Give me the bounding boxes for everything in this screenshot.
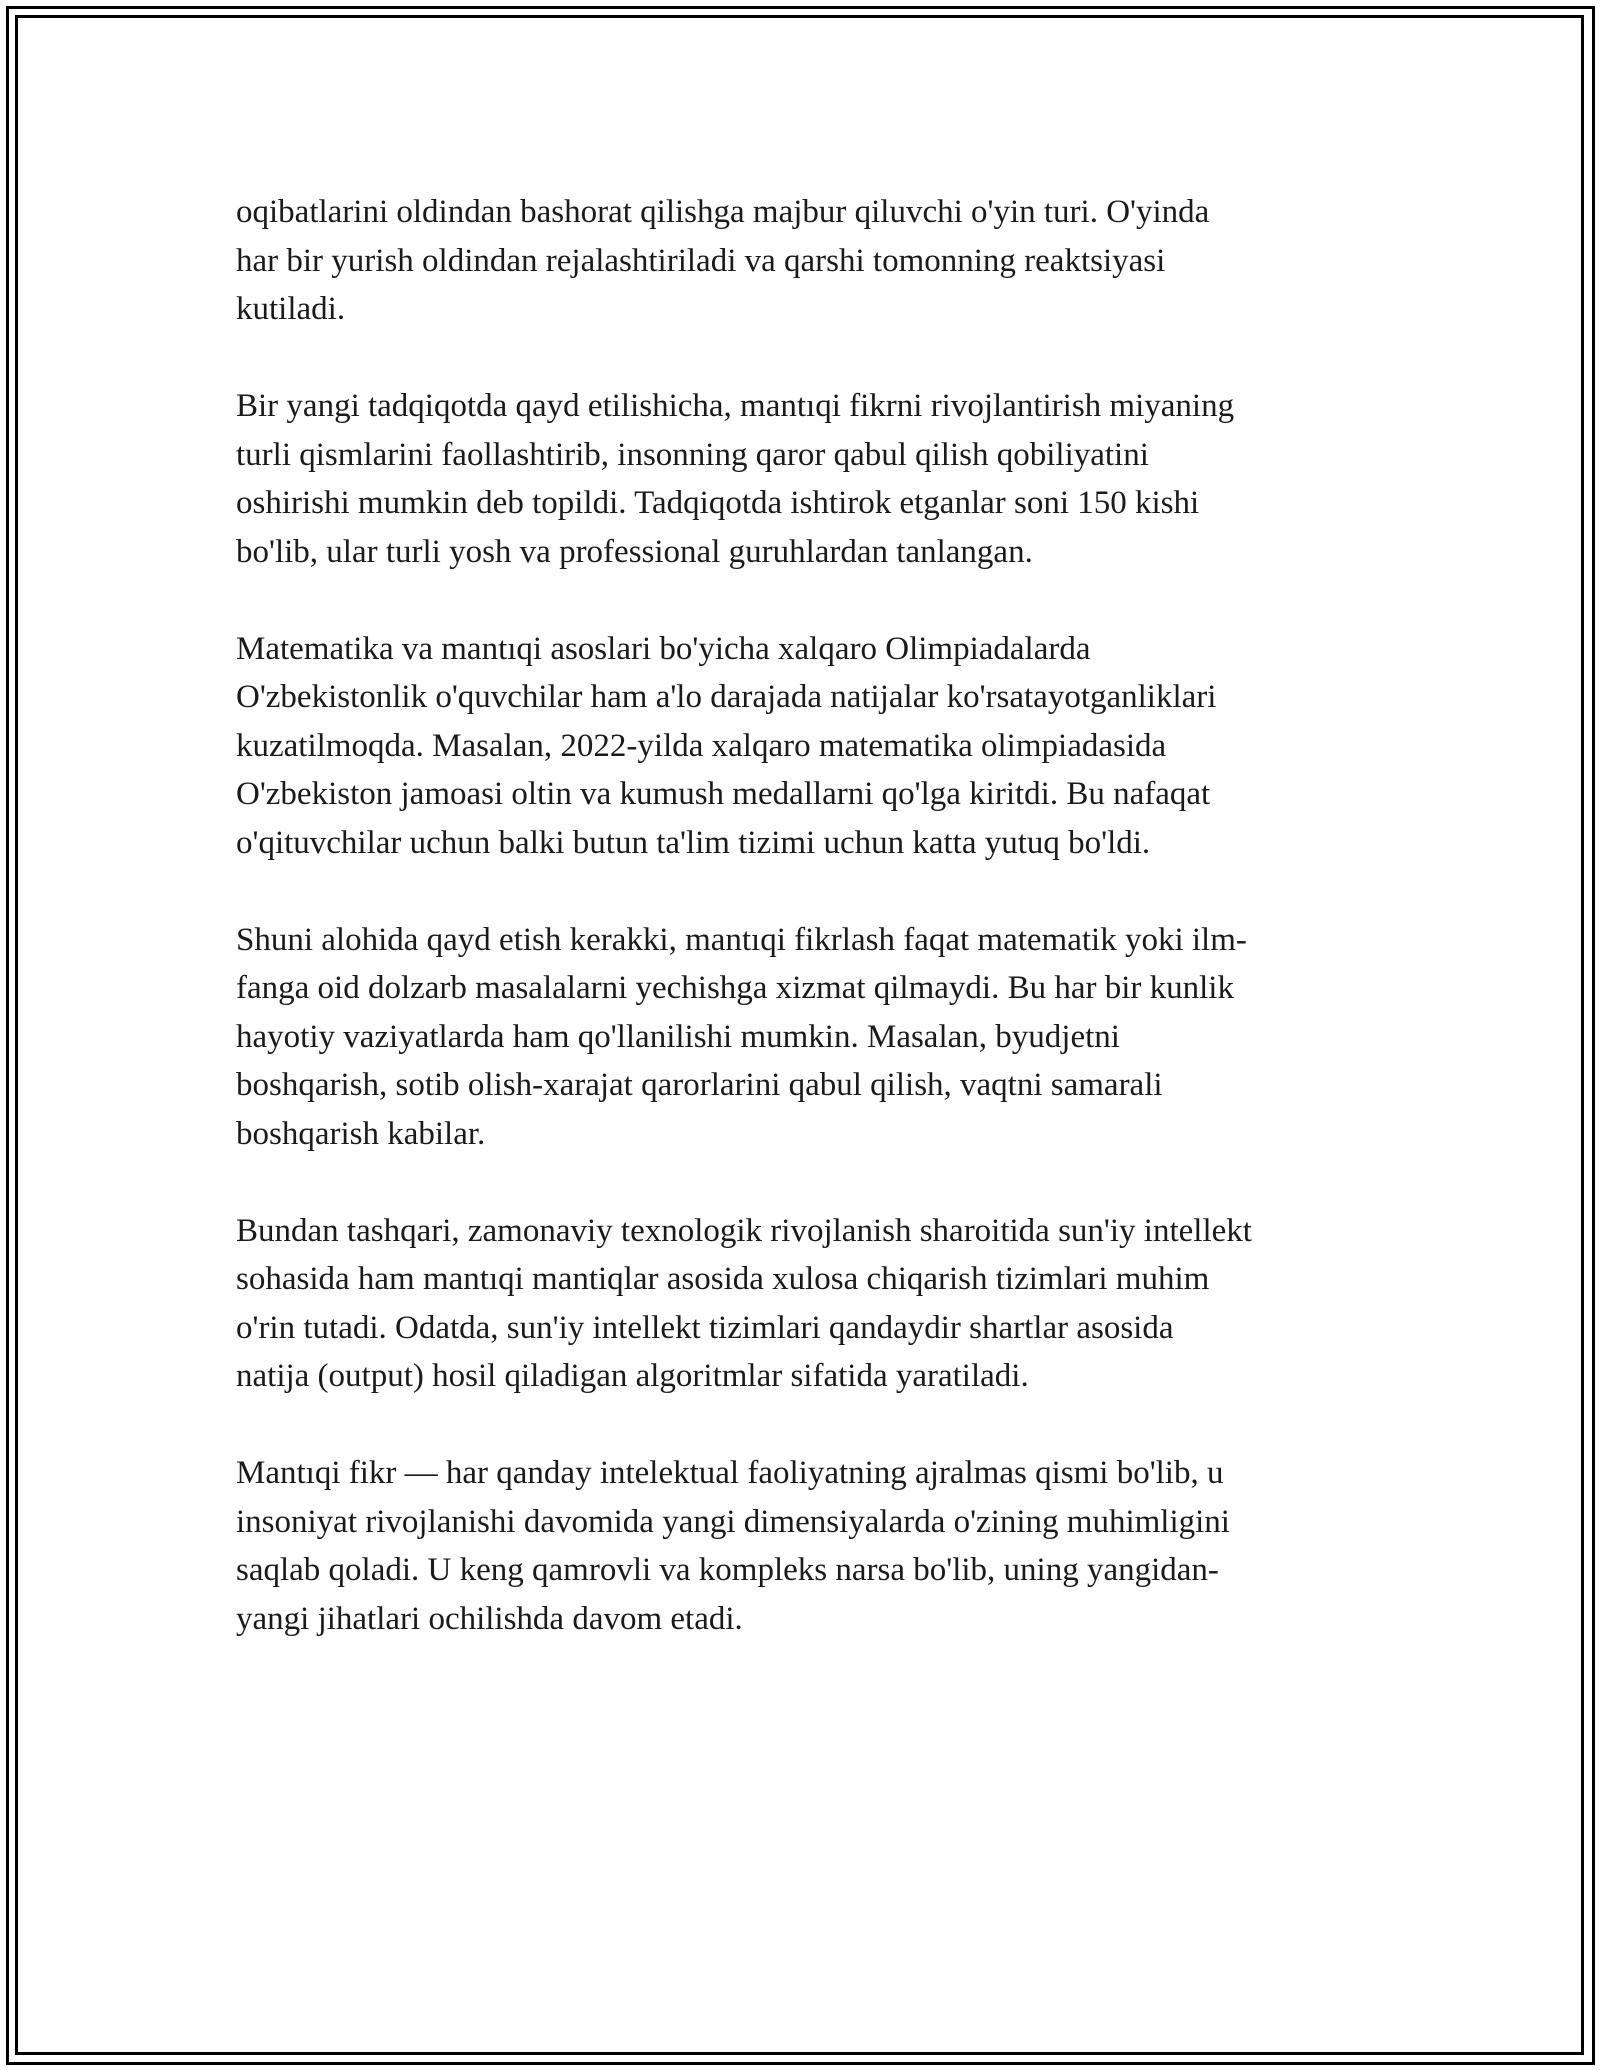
paragraph (236, 1207, 1366, 1401)
text-line: oshirishi mumkin deb topildi. Tadqiqotda ishtirok etganlar soni 150 kishi (236, 485, 1200, 521)
text-line: natija (output) hosil qiladigan algoritmlar sifatida yaratiladi. (236, 1358, 1029, 1394)
text-line: yangi jihatlari ochilishda davom etadi. (236, 1600, 743, 1637)
paragraph (236, 916, 1366, 1159)
text-line: o'rin tutadi. Odatda, sun'iy intellekt tizimlari qandaydir shartlar asosida (236, 1309, 1174, 1346)
text-line: kutiladi. (236, 291, 346, 327)
text-line: o'qituvchilar uchun balki butun ta'lim tizimi uchun katta yutuq bo'ldi. (236, 824, 1151, 861)
text-line: har bir yurish oldindan rejalashtiriladi va qarshi tomonning reaktsiyasi (236, 242, 1166, 279)
paragraph (236, 188, 1366, 334)
text-line: bo'lib, ular turli yosh va professional guruhlardan tanlangan. (236, 533, 1033, 570)
text-line: kuzatilmoqda. Masalan, 2022-yilda xalqaro matematika olimpiadasida (236, 727, 1167, 764)
paragraph (236, 382, 1366, 576)
text-line: oqibatlarini oldindan bashorat qilishga majbur qiluvchi o'yin turi. O'yinda (236, 194, 1210, 230)
text-line: O'zbekistonlik o'quvchilar ham a'lo darajada natijalar ko'rsatayotganliklari (236, 679, 1217, 715)
text-line: turli qismlarini faollashtirib, insonning qaror qabul qilish qobiliyatini (236, 436, 1149, 473)
text-line: sohasida ham mantıqi mantiqlar asosida xulosa chiqarish tizimlari muhim (236, 1261, 1210, 1297)
text-line: saqlab qoladi. U keng qamrovli va kompleks narsa bo'lib, uning yangidan- (236, 1552, 1219, 1588)
text-line: fanga oid dolzarb masalalarni yechishga xizmat qilmaydi. Bu har bir kunlik (236, 970, 1234, 1006)
text-line: Matematika va mantıqi asoslari bo'yicha xalqaro Olimpiadalarda (236, 630, 1091, 667)
text-line: Shuni alohida qayd etish kerakki, mantıqi fikrlash faqat matematik yoki ilm- (236, 921, 1247, 958)
paragraph (236, 1449, 1366, 1643)
document-body (236, 188, 1366, 1692)
text-line: boshqarish kabilar. (236, 1115, 486, 1152)
text-line: insoniyat rivojlanishi davomida yangi dimensiyalarda o'zining muhimligini (236, 1503, 1230, 1540)
text-line: hayotiy vaziyatlarda ham qo'llanilishi mumkin. Masalan, byudjetni (236, 1018, 1120, 1055)
text-line: Bir yangi tadqiqotda qayd etilishicha, mantıqi fikrni rivojlantirish miyaning (236, 388, 1235, 424)
text-line: Mantıqi fikr — har qanday intelektual faoliyatning ajralmas qismi bo'lib, u (236, 1455, 1224, 1491)
text-line: boshqarish, sotib olish-xarajat qarorlarini qabul qilish, vaqtni samarali (236, 1067, 1163, 1103)
text-line: Bundan tashqari, zamonaviy texnologik rivojlanish sharoitida sun'iy intellekt (236, 1212, 1252, 1249)
paragraph (236, 625, 1366, 868)
text-line: O'zbekiston jamoasi oltin va kumush medallarni qo'lga kiritdi. Bu nafaqat (236, 776, 1211, 812)
